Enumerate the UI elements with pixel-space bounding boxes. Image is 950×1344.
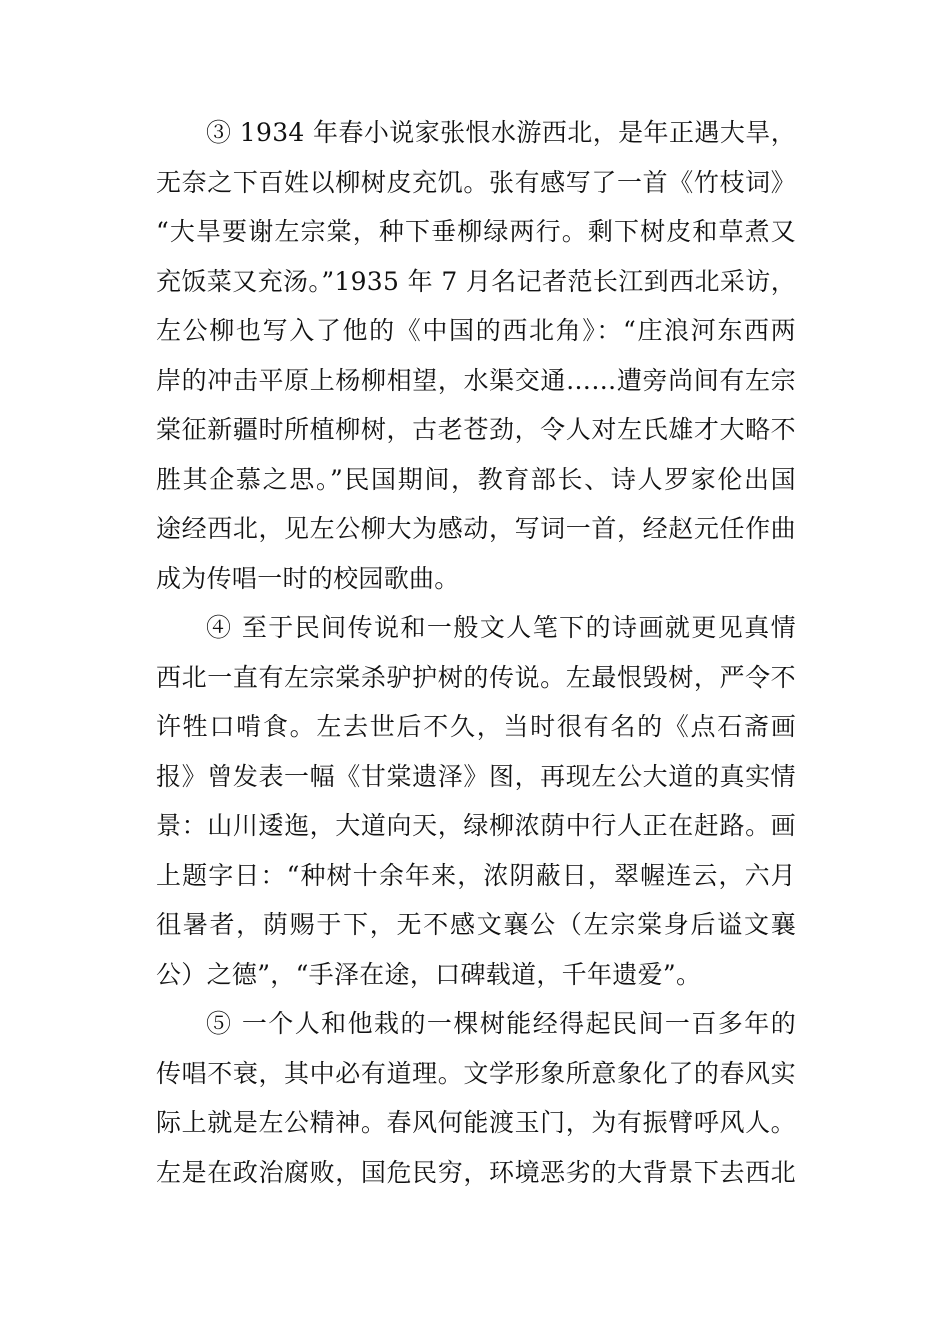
paragraph-first-line: ⑤ 一个人和他栽的一棵树能经得起民间一百多年的 [206,1009,796,1038]
text-line: 许牲口啃食。左去世后不久，当时很有名的《点石斋画 [156,712,796,741]
text-line: 棠征新疆时所植柳树，古老苍劲，令人对左氏雄才大略不 [156,415,796,444]
text-line: 成为传唱一时的校园歌曲。 [156,563,460,593]
text-line: 岸的冲击平原上杨柳相望，水渠交通……遭旁尚间有左宗 [156,365,796,395]
text-line: 左公柳也写入了他的《中国的西北角》：“庄浪河东西两 [156,316,796,345]
text-line: 充饭菜又充汤。”1935 年 7 月名记者范长江到西北采访， [156,266,796,296]
text-line: 胜其企慕之思。”民国期间，教育部长、诗人罗家伦出国 [156,464,796,494]
text-line: 报》曾发表一幅《甘棠遗泽》图，再现左公大道的真实情 [156,761,796,791]
body-text [156,108,796,1197]
text-line: 左是在政治腐败，国危民穷，环境恶劣的大背景下去西北 [156,1157,796,1187]
text-line: 徂暑者，荫赐于下，无不感文襄公（左宗棠身后谥文襄 [156,910,796,939]
text-line: 景：山川逶迤，大道向天，绿柳浓荫中行人正在赶路。画 [156,811,796,840]
text-line: 上题字日：“种树十余年来，浓阴蔽日，翠幄连云，六月 [156,860,796,890]
text-line: 际上就是左公精神。春风何能渡玉门，为有振臂呼风人。 [156,1108,796,1137]
text-line: 无奈之下百姓以柳树皮充饥。张有感写了一首《竹枝词》 [156,167,796,197]
paragraph-first-line: ④ 至于民间传说和一般文人笔下的诗画就更见真情 [206,613,796,642]
text-line: 公）之德”，“手泽在途，口碑载道，千年遗爱”。 [156,959,702,989]
text-line: 传唱不衰，其中必有道理。文学形象所意象化了的春风实 [156,1058,796,1088]
text-line: 途经西北，见左公柳大为感动，写词一首，经赵元任作曲 [156,514,796,543]
text-line: 西北一直有左宗棠杀驴护树的传说。左最恨毁树，严令不 [156,662,796,692]
text-line: “大旱要谢左宗棠，种下垂柳绿两行。剩下树皮和草煮又 [156,217,796,246]
paragraph-first-line: ③ 1934 年春小说家张恨水游西北，是年正遇大旱， [206,118,796,147]
